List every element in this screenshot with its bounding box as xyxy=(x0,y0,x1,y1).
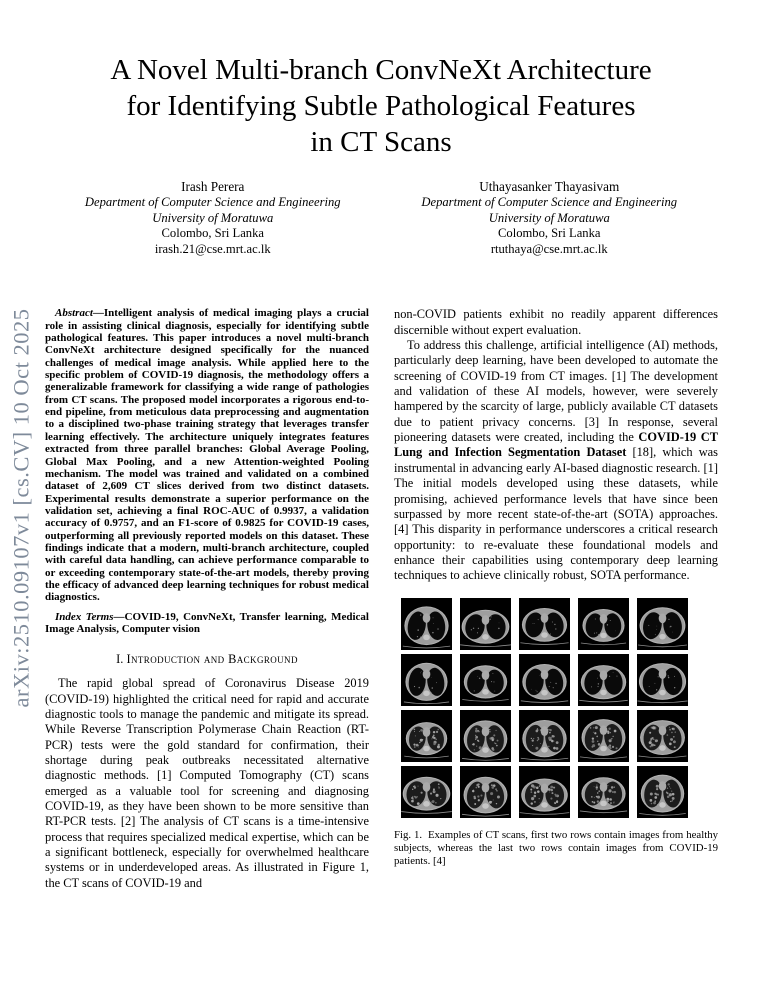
ct-scan-image-healthy xyxy=(460,598,511,650)
index-terms-text: —COVID-19, ConvNeXt, Transfer learning, Medical Image Analysis, Computer vision xyxy=(45,610,369,635)
abstract-text: —Intelligent analysis of medical imaging plays a crucial role in assisting clinical diagnosis, especially for identifying subtle pathological features. This paper introduces a novel multi-branch ConvNeXt architecture designed specifically for the nuanced challenges of medical image analysis. While applied here to the specific problem of COVID-19 diagnosis, the methodology offers a generalizable framework for classifying a wide range of pathologies from CT scans. The proposed model incorporates a rigorous end-to-end pipeline, from meticulous data preprocessing and augmentation to a disciplined two-phase training strategy that leverages transfer learning effectively. The architecture uniquely integrates features extracted from three parallel branches: Global Average Pooling, Global Max Pooling, and a new Attention-weighted Pooling mechanism. The model was trained and validated on a combined dataset of 2,609 CT slices derived from two distinct datasets. Experimental results demonstrate a superior performance on the validation set, achieving a final ROC-AUC of 0.9937, a validation accuracy of 0.9757, and an F1-score of 0.9825 for COVID-19 cases, outperforming all previously reported models on this dataset. These findings indicate that a modern, multi-branch architecture, coupled with careful data handling, can achieve performance comparable to or exceeding contemporary state-of-the-art models, thereby proving the efficacy of advanced deep learning techniques for robust medical diagnostics. xyxy=(45,307,369,604)
abstract xyxy=(45,307,369,603)
ct-scan-image-covid xyxy=(637,766,688,818)
ct-scan-image-healthy xyxy=(578,654,629,706)
paper-title xyxy=(0,52,762,160)
ct-scan-image-covid xyxy=(401,710,452,762)
author-1-name: Irash Perera xyxy=(181,179,245,194)
dataset-name-bold: COVID-19 CT Lung and Infection Segmentation Dataset xyxy=(394,430,718,460)
body-columns xyxy=(45,307,718,891)
author-1-university: University of Moratuwa xyxy=(152,210,274,225)
ct-scan-image-covid xyxy=(578,766,629,818)
author-1 xyxy=(45,178,382,257)
ct-scan-image-covid xyxy=(637,710,688,762)
index-terms-label: Index Terms xyxy=(55,610,114,623)
ct-scan-image-healthy xyxy=(578,598,629,650)
intro-paragraph-2-post: [18], which was instrumental in advancing early AI-based diagnostic research. [1] The initial models developed using these datasets, while promising, achieved performance levels that have since been surpassed by more recent state-of-the-art (SOTA) approaches. [4] This disparity in performance underscores a critical research opportunity: to re-evaluate these foundational models and enhance their capabilities using contemporary deep learning techniques to achieve clinically robust, SOTA performance. xyxy=(394,445,718,583)
ct-scan-image-covid xyxy=(578,710,629,762)
arxiv-watermark xyxy=(5,255,37,760)
intro-paragraph-1-continued: non-COVID patients exhibit no readily apparent differences discernible without expert evaluation. xyxy=(394,307,718,337)
ct-scan-image-healthy xyxy=(401,598,452,650)
ct-scan-image-covid xyxy=(460,710,511,762)
section-1-title: Introduction and Background xyxy=(126,652,298,667)
intro-paragraph-1: The rapid global spread of Coronavirus Disease 2019 (COVID-19) highlighted the critical need for rapid and accurate diagnostic tools to manage the pandemic and mitigate its spread. While Reverse Transcription Polymerase Chain Reaction (RT-PCR) tests were the gold standard for confirmation, their shortage during peak outbreaks necessitated alternative diagnostic methods. [1] Computed Tomography (CT) scans emerged as a valuable tool for screening and diagnosing COVID-19, as they have been shown to be more sensitive than RT-PCR tests. [2] The analysis of CT scans is a time-intensive process that requires specialized medical expertise, which can be a significant bottleneck, especially for overwhelmed healthcare systems or in underdeveloped areas. As illustrated in Figure 1, the CT scans of COVID-19 and xyxy=(45,676,369,890)
right-column xyxy=(394,307,718,891)
figure-1-caption-text: Examples of CT scans, first two rows contain images from healthy subjects, whereas the last two rows contain images from COVID-19 patients. [4] xyxy=(394,828,718,867)
section-1-number: I. xyxy=(116,652,124,667)
ct-scan-image-covid xyxy=(519,766,570,818)
author-2 xyxy=(381,178,718,257)
paper-header xyxy=(0,0,762,257)
arxiv-watermark-text: arXiv:2510.09107v1 [cs.CV] 10 Oct 2025 xyxy=(8,308,34,707)
author-1-city: Colombo, Sri Lanka xyxy=(161,226,264,241)
figure-1-caption-label: Fig. 1. xyxy=(394,828,423,841)
author-2-name: Uthayasanker Thayasivam xyxy=(479,179,620,194)
title-line-1: A Novel Multi-branch ConvNeXt Architecture xyxy=(110,54,652,86)
intro-paragraph-2-pre: To address this challenge, artificial intelligence (AI) methods, particularly deep learning, have been developed to automate the screening of COVID-19 from CT images. [1] The development and validation of these AI models, however, were severely hampered by the scarcity of large, publicly available CT datasets due to patient privacy concerns. [3] In response, several pioneering datasets were created, including the xyxy=(394,338,718,445)
title-line-2: for Identifying Subtle Pathological Features xyxy=(126,90,636,122)
section-1-heading xyxy=(45,652,369,667)
title-line-3: in CT Scans xyxy=(310,126,452,158)
ct-scan-image-covid xyxy=(519,710,570,762)
index-terms xyxy=(45,611,369,636)
ct-scan-image-healthy xyxy=(519,654,570,706)
ct-scan-image-covid xyxy=(401,766,452,818)
left-column xyxy=(45,307,369,891)
author-2-department: Department of Computer Science and Engineering xyxy=(421,195,678,209)
ct-scan-image-healthy xyxy=(637,654,688,706)
ct-scan-image-healthy xyxy=(519,598,570,650)
author-2-city: Colombo, Sri Lanka xyxy=(498,226,601,241)
figure-1-caption xyxy=(394,829,718,869)
figure-1 xyxy=(394,598,718,869)
ct-scan-image-healthy xyxy=(637,598,688,650)
author-block xyxy=(45,178,718,257)
abstract-label: Abstract xyxy=(55,307,93,320)
ct-scan-image-covid xyxy=(460,766,511,818)
author-1-email: irash.21@cse.mrt.ac.lk xyxy=(154,241,271,256)
ct-grid xyxy=(401,598,688,818)
author-2-email: rtuthaya@cse.mrt.ac.lk xyxy=(490,241,608,256)
author-1-department: Department of Computer Science and Engineering xyxy=(84,195,341,209)
author-2-university: University of Moratuwa xyxy=(488,210,610,225)
ct-scan-image-healthy xyxy=(460,654,511,706)
ct-scan-image-healthy xyxy=(401,654,452,706)
intro-paragraph-2 xyxy=(394,338,718,584)
